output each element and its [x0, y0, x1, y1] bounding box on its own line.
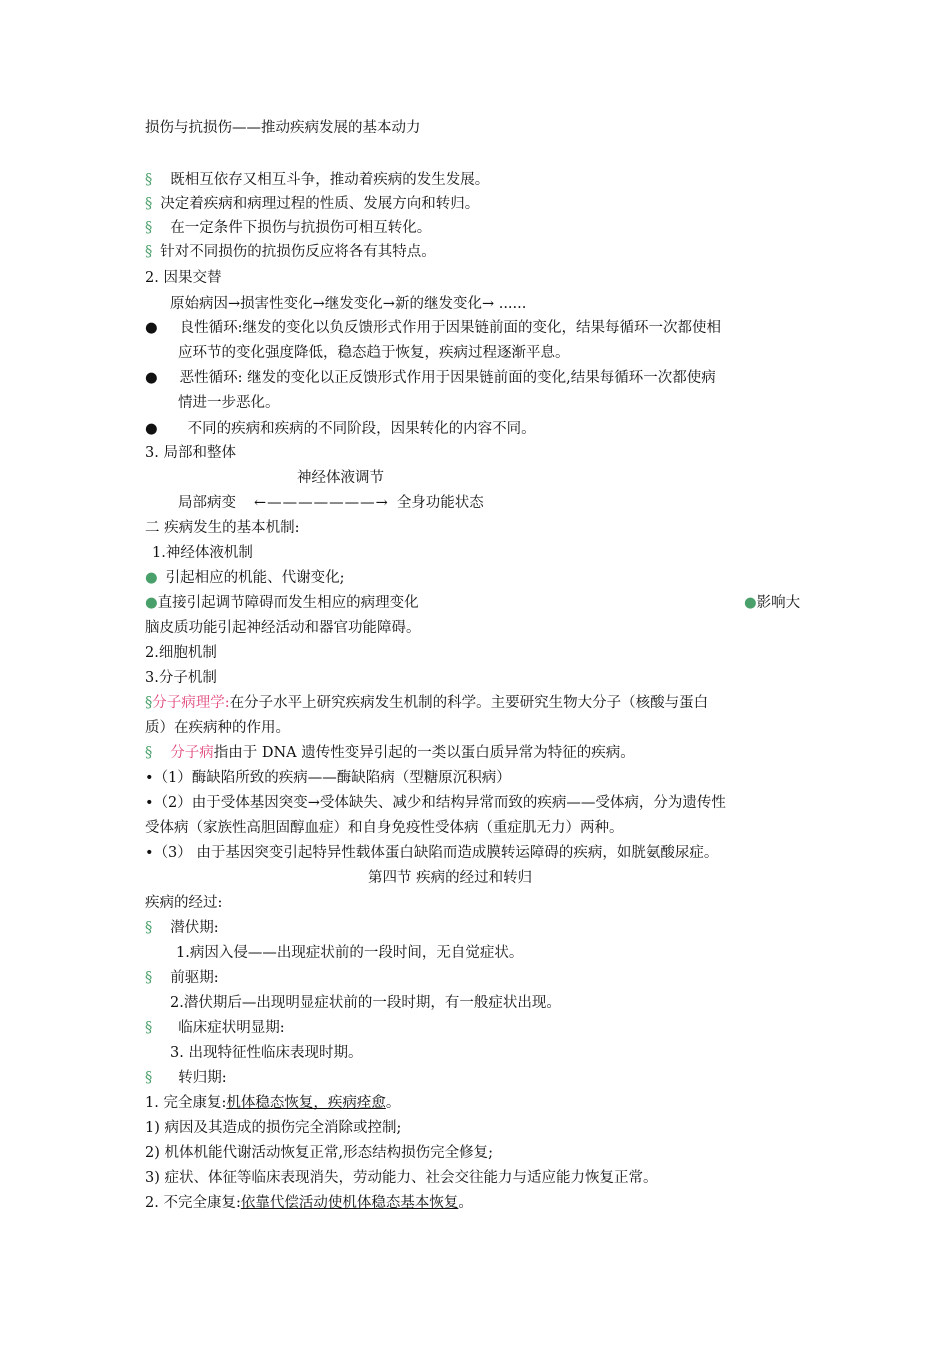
stage-description: 1.病因入侵——出现症状前的一段时间，无自觉症状。 — [176, 945, 524, 961]
list-item: •（1）酶缺陷所致的疾病——酶缺陷病（型糖原沉积病） — [145, 770, 511, 786]
bullet-icon: ● — [145, 370, 158, 386]
list-item: ●影响大 — [744, 595, 801, 611]
list-item: ● 恶性循环: 继发的变化以正反馈形式作用于因果链前面的变化,结果每循环一次都使病 — [145, 370, 716, 386]
stage-description: 2.潜伏期后—出现明显症状前的一段时期，有一般症状出现。 — [170, 995, 561, 1011]
outcome-item: 1. 完全康复:机体稳态恢复，疾病痊愈。 — [145, 1095, 401, 1111]
subheading: 3.分子机制 — [145, 670, 217, 686]
bullet-icon: ● — [145, 421, 158, 437]
list-item-continued: 情进一步恶化。 — [178, 395, 280, 411]
section-mark-icon: § — [145, 745, 153, 761]
section-mark-icon: § — [145, 1020, 153, 1036]
green-bullet-icon: ● — [744, 595, 757, 611]
small-bullet-icon: • — [145, 795, 154, 811]
stage-label: § 转归期: — [145, 1070, 227, 1086]
subheading: 疾病的经过: — [145, 895, 223, 911]
section-mark-icon: § — [145, 970, 153, 986]
local-whole-diagram: 局部病变 ←———————→ 全身功能状态 — [178, 495, 484, 511]
green-bullet-icon: ● — [145, 570, 158, 586]
section-mark-icon: § — [145, 1070, 153, 1086]
list-item-continued: 脑皮质功能引起神经活动和器官功能障碍。 — [145, 620, 421, 636]
page-title: 损伤与抗损伤——推动疾病发展的基本动力 — [145, 120, 421, 136]
double-arrow-icon: ←———————→ — [254, 495, 389, 511]
section-heading: 2. 因果交替 — [145, 270, 222, 286]
section-title: 第四节 疾病的经过和转归 — [368, 870, 533, 886]
list-item: § 决定着疾病和病理过程的性质、发展方向和转归。 — [145, 196, 480, 212]
definition: § 分子病指由于 DNA 遗传性变异引起的一类以蛋白质异常为特征的疾病。 — [145, 745, 635, 761]
list-item-continued: 受体病（家族性高胆固醇血症）和自身免疫性受体病（重症肌无力）两种。 — [145, 820, 624, 836]
list-item: ● 引起相应的机能、代谢变化; — [145, 570, 345, 586]
list-item: § 针对不同损伤的抗损伤反应将各有其特点。 — [145, 244, 436, 260]
section-heading: 二 疾病发生的基本机制: — [145, 520, 300, 536]
small-bullet-icon: • — [145, 845, 154, 861]
list-item: 1) 病因及其造成的损伤完全消除或控制; — [145, 1120, 402, 1136]
list-item: •（2）由于受体基因突变→受体缺失、减少和结构异常而致的疾病——受体病，分为遗传性 — [145, 795, 726, 811]
stage-label: § 潜伏期: — [145, 920, 219, 936]
list-item: ●直接引起调节障碍而发生相应的病理变化 — [145, 595, 419, 611]
list-item: 2) 机体机能代谢活动恢复正常,形态结构损伤完全修复; — [145, 1145, 493, 1161]
subheading: 2.细胞机制 — [145, 645, 217, 661]
list-item: •（3） 由于基因突变引起特异性载体蛋白缺陷而造成膜转运障碍的疾病，如胱氨酸尿症。 — [145, 845, 719, 861]
list-item-continued: 应环节的变化强度降低，稳态趋于恢复，疾病过程逐渐平息。 — [178, 345, 570, 361]
section-mark-icon: § — [145, 196, 153, 212]
outcome-item: 2. 不完全康复:依靠代偿活动使机体稳态基本恢复。 — [145, 1195, 473, 1211]
term: 分子病理学: — [152, 695, 230, 711]
list-item: ● 不同的疾病和疾病的不同阶段，因果转化的内容不同。 — [145, 421, 536, 437]
section-mark-icon: § — [145, 920, 153, 936]
section-heading: 3. 局部和整体 — [145, 445, 236, 461]
section-mark-icon: § — [145, 172, 153, 188]
definition: §分子病理学:在分子水平上研究疾病发生机制的科学。主要研究生物大分子（核酸与蛋白 — [145, 695, 709, 711]
list-item: § 既相互依存又相互斗争，推动着疾病的发生发展。 — [145, 172, 490, 188]
subheading: 1.神经体液机制 — [152, 545, 253, 561]
section-mark-icon: § — [145, 695, 153, 711]
section-mark-icon: § — [145, 244, 153, 260]
bullet-icon: ● — [145, 320, 158, 336]
stage-label: § 临床症状明显期: — [145, 1020, 285, 1036]
definition-continued: 质）在疾病种的作用。 — [145, 720, 290, 736]
small-bullet-icon: • — [145, 770, 154, 786]
list-item: ● 良性循环:继发的变化以负反馈形式作用于因果链前面的变化，结果每循环一次都使相 — [145, 320, 722, 336]
list-item: § 在一定条件下损伤与抗损伤可相互转化。 — [145, 220, 432, 236]
stage-label: § 前驱期: — [145, 970, 219, 986]
regulation-label: 神经体液调节 — [297, 470, 384, 486]
stage-description: 3. 出现特征性临床表现时期。 — [170, 1045, 363, 1061]
term: 分子病 — [170, 745, 214, 761]
list-item: 3) 症状、体征等临床表现消失，劳动能力、社会交往能力与适应能力恢复正常。 — [145, 1170, 658, 1186]
causal-chain: 原始病因→损害性变化→继发变化→新的继发变化→ ...... — [170, 296, 527, 312]
green-bullet-icon: ● — [145, 595, 158, 611]
section-mark-icon: § — [145, 220, 153, 236]
